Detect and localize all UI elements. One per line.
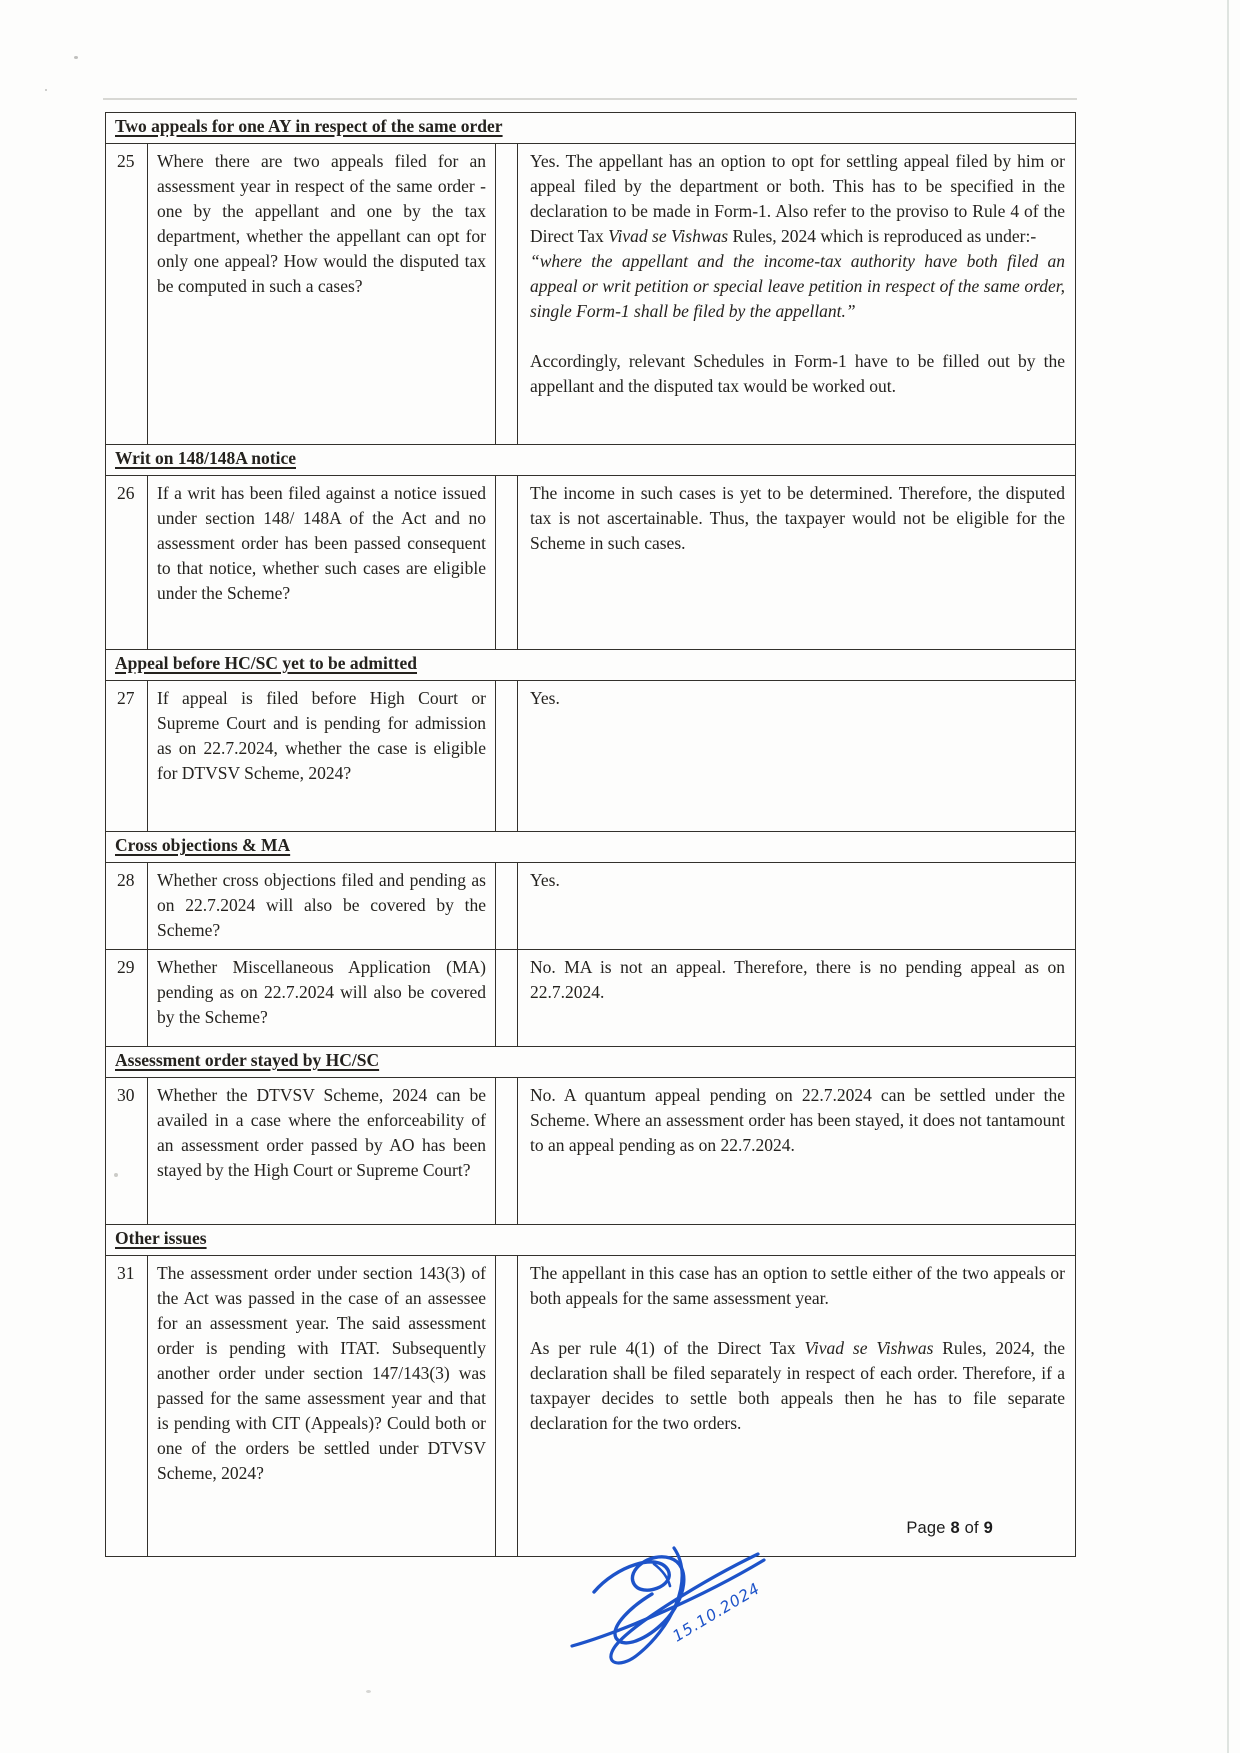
question-text: Whether the DTVSV Scheme, 2024 can be availed in a case where the enforceability of an assessment order passed by AO has been stayed by the High Court or Supreme Court? [148, 1078, 496, 1225]
signature [558, 1534, 812, 1682]
faq-table [105, 112, 1076, 1557]
answer-paragraph: Accordingly, relevant Schedules in Form-1 have to be filled out by the appellant and the disputed tax would be worked out. [530, 351, 1066, 396]
footer-of-word: of [964, 1519, 979, 1537]
answer-paragraph: As per rule 4(1) of the Direct Tax Vivad se Vishwas Rules, 2024, the declaration shall be filed separately in respect of each order. Therefore, if a taxpayer decides to settle both appeals then he has to file separate declaration for the two orders. [530, 1338, 1066, 1433]
question-text: The assessment order under section 143(3) of the Act was passed in the case of an assessee for an assessment year. The said assessment order is pending with ITAT. Subsequently another order under section 147/143(3) was passed for the same assessment year and that is pending with CIT (Appeals)? Could both or one of the orders be settled under DTVSV Scheme, 2024? [148, 1256, 496, 1557]
question-text: Whether cross objections filed and pending as on 22.7.2024 will also be covered by the Scheme? [148, 863, 496, 950]
scan-artifact-top-line [103, 98, 1077, 100]
section-title: Assessment order stayed by HC/SC [115, 1050, 380, 1070]
question-number: 31 [106, 1256, 148, 1557]
question-text: Whether Miscellaneous Application (MA) pending as on 22.7.2024 will also be covered by the Scheme? [148, 950, 496, 1047]
answer-paragraph: No. A quantum appeal pending on 22.7.2024 can be settled under the Scheme. Where an assessment order has been stayed, it does not tantamount to an appeal pending as on 22.7.2024. [530, 1085, 1066, 1155]
section-title: Appeal before HC/SC yet to be admitted [115, 653, 418, 673]
footer-page-number: 8 [950, 1519, 960, 1537]
answer-paragraph: Yes. The appellant has an option to opt for settling appeal filed by him or appeal filed by the department or both. This has to be specified in the declaration to be made in Form-1. Also refer to the proviso to Rule 4 of the Direct Tax Vivad se Vishwas Rules, 2024 which is reproduced as under:- [530, 151, 1066, 246]
faq-row [106, 863, 1076, 950]
scan-artifact-speck [114, 1173, 118, 1177]
faq-row [106, 1256, 1076, 1557]
question-number: 29 [106, 950, 148, 1047]
faq-row [106, 950, 1076, 1047]
faq-row [106, 1078, 1076, 1225]
section-header-row [106, 445, 1076, 476]
scan-artifact-speck [74, 56, 78, 59]
question-text: If a writ has been filed against a notice issued under section 148/ 148A of the Act and no assessment order has been passed consequent to that notice, whether such cases are eligible under the Scheme? [148, 476, 496, 650]
section-title: Other issues [115, 1228, 207, 1248]
faq-row [106, 476, 1076, 650]
answer-paragraph: The income in such cases is yet to be determined. Therefore, the disputed tax is not ascertainable. Thus, the taxpayer would not be eligible for the Scheme in such cases. [530, 483, 1066, 553]
page-footer [0, 1519, 993, 1538]
answer-cell [518, 863, 1076, 950]
answer-cell [518, 1256, 1076, 1557]
answer-quote-paragraph: “where the appellant and the income-tax authority have both filed an appeal or writ petition or special leave petition in respect of the same order, single Form-1 shall be filed by the appellant.” [530, 251, 1066, 321]
spacer-cell [496, 1078, 518, 1225]
scan-artifact-edge-line [1227, 0, 1229, 1753]
faq-row [106, 144, 1076, 445]
section-title: Cross objections & MA [115, 835, 291, 855]
faq-row [106, 681, 1076, 832]
answer-paragraph: No. MA is not an appeal. Therefore, there is no pending appeal as on 22.7.2024. [530, 957, 1066, 1002]
section-title: Two appeals for one AY in respect of the same order [115, 116, 503, 136]
question-text: Where there are two appeals filed for an assessment year in respect of the same order - one by the appellant and one by the tax department, whether the appellant can opt for only one appeal? How would the disputed tax be computed in such a cases? [148, 144, 496, 445]
spacer-cell [496, 681, 518, 832]
section-header-row [106, 832, 1076, 863]
answer-paragraph: Yes. [530, 870, 560, 890]
section-header-row [106, 113, 1076, 144]
question-number: 30 [106, 1078, 148, 1225]
question-number: 28 [106, 863, 148, 950]
answer-cell [518, 681, 1076, 832]
scan-artifact-speck [45, 89, 47, 91]
question-number: 27 [106, 681, 148, 832]
answer-cell [518, 1078, 1076, 1225]
question-text: If appeal is filed before High Court or Supreme Court and is pending for admission as on 22.7.2024, whether the case is eligible for DTVSV Scheme, 2024? [148, 681, 496, 832]
footer-total-pages: 9 [983, 1519, 993, 1537]
section-header-row [106, 1047, 1076, 1078]
answer-cell [518, 476, 1076, 650]
scan-artifact-speck [366, 1690, 371, 1693]
answer-paragraph: Yes. [530, 688, 560, 708]
section-header-row [106, 650, 1076, 681]
section-header-row [106, 1225, 1076, 1256]
signature-date: 15.10.2024 [669, 1579, 764, 1646]
spacer-cell [496, 863, 518, 950]
spacer-cell [496, 1256, 518, 1557]
section-title: Writ on 148/148A notice [115, 448, 296, 468]
spacer-cell [496, 144, 518, 445]
spacer-cell [496, 950, 518, 1047]
question-number: 26 [106, 476, 148, 650]
question-number: 25 [106, 144, 148, 445]
footer-page-word: Page [906, 1519, 946, 1537]
spacer-cell [496, 476, 518, 650]
answer-cell [518, 950, 1076, 1047]
answer-cell [518, 144, 1076, 445]
signature-ink [558, 1534, 812, 1682]
answer-paragraph: The appellant in this case has an option to settle either of the two appeals or both appeals for the same assessment year. [530, 1263, 1066, 1308]
